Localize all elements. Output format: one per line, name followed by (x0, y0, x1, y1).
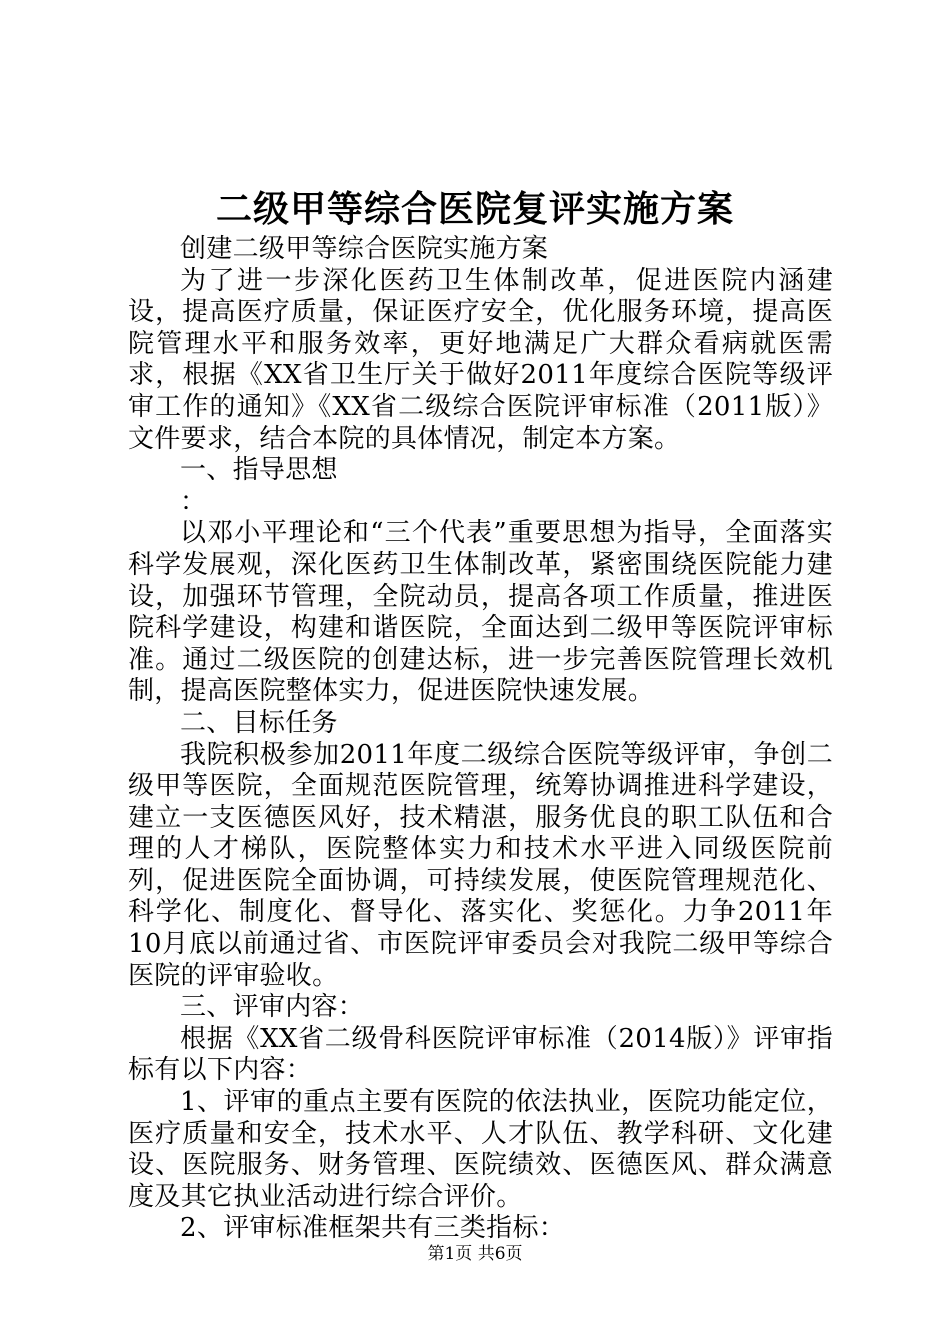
goals-paragraph: 我院积极参加2011年度二级综合医院等级评审，争创二级甲等医院，全面规范医院管理，统筹协调推进科学建设，建立一支医德医风好，技术精湛，服务优良的职工队伍和合理的人才梯队，医院整体实力和技术水平进入同级医院前列，促进医院全面协调，可持续发展，使医院管理规范化、科学化、制度化、督导化、落实化、奖惩化。力争2011年10月底以前通过省、市医院评审委员会对我院二级甲等综合医院的评审验收。 (128, 739, 833, 991)
document-body (128, 234, 833, 1245)
page-number: 第1页 共6页 (427, 1244, 523, 1264)
colon-line: ： (180, 486, 207, 517)
content-intro-paragraph: 根据《XX省二级骨科医院评审标准（2014版）》评审指标有以下内容： (128, 1023, 833, 1086)
section-heading-guiding: 一、指导思想 (180, 455, 338, 486)
subtitle-paragraph: 创建二级甲等综合医院实施方案 (180, 234, 549, 264)
document-title: 二级甲等综合医院复评实施方案 (215, 188, 734, 230)
intro-paragraph: 为了进一步深化医药卫生体制改革，促进医院内涵建设，提高医疗质量，保证医疗安全，优化服务环境，提高医院管理水平和服务效率，更好地满足广大群众看病就医需求，根据《XX省卫生厅关于做好2011年度综合医院等级评审工作的通知》《XX省二级综合医院评审标准（2011版）》文件要求，结合本院的具体情况，制定本方案。 (128, 265, 833, 454)
list-item: 2、评审标准框架共有三类指标： (180, 1213, 566, 1244)
section-heading-content: 三、评审内容： (180, 992, 365, 1023)
section-heading-goals: 二、目标任务 (180, 707, 338, 738)
list-item: 1、评审的重点主要有医院的依法执业，医院功能定位，医疗质量和安全，技术水平、人才队伍、教学科研、文化建设、医院服务、财务管理、医院绩效、医德医风、群众满意度及其它执业活动进行综合评价。 (128, 1087, 833, 1212)
guiding-paragraph: 以邓小平理论和“三个代表”重要思想为指导，全面落实科学发展观，深化医药卫生体制改革，紧密围绕医院能力建设，加强环节管理，全院动员，提高各项工作质量，推进医院科学建设，构建和谐医院，全面达到二级甲等医院评审标准。通过二级医院的创建达标，进一步完善医院管理长效机制，提高医院整体实力，促进医院快速发展。 (128, 518, 833, 707)
